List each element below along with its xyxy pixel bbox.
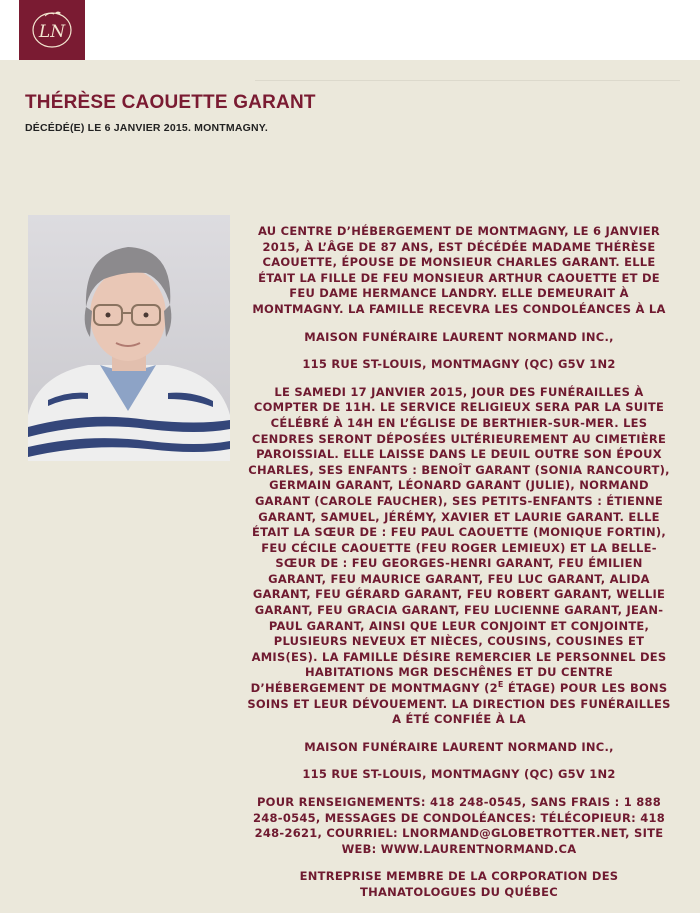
- deceased-name: THÉRÈSE CAOUETTE GARANT: [25, 92, 316, 113]
- obituary-text: [246, 224, 672, 913]
- obituary-paragraph-details: [246, 385, 672, 728]
- ln-monogram-icon: [27, 8, 77, 52]
- funeral-home-address: 115 RUE ST-LOUIS, MONTMAGNY (QC) G5V 1N2: [302, 357, 616, 372]
- top-bar: [0, 0, 700, 60]
- obituary-paragraph-intro: AU CENTRE D’HÉBERGEMENT DE MONTMAGNY, LE 6 JANVIER 2015, À L’ÂGE DE 87 ANS, EST DÉCÉDÉE MADAME THÉRÈSE CAOUETTE, ÉPOUSE DE MONSIEUR CHARLES GARANT. ELLE ÉTAIT LA FILLE DE FEU MONSIEUR ARTHUR CAOUETTE ET DE FEU DAME HERMANCE LANDRY. ELLE DEMEURAIT À MONTMAGNY. LA FAMILLE RECEVRA LES CONDOLÉANCES À LA: [252, 224, 666, 316]
- corporation-membership: ENTREPRISE MEMBRE DE LA CORPORATION DES THANATOLOGUES DU QUÉBEC: [299, 869, 619, 899]
- contact-information[interactable]: POUR RENSEIGNEMENTS: 418 248-0545, SANS FRAIS : 1 888 248-0545, MESSAGES DE CONDOLÉANCES: TÉLÉCOPIEUR: 418 248-2621, COURRIEL: LNORMAND@GLOBETROTTER.NET, SITE WEB: WWW.LAURENTNORMAND.CA: [253, 795, 665, 856]
- funeral-home-address-2: 115 RUE ST-LOUIS, MONTMAGNY (QC) G5V 1N2: [302, 767, 616, 782]
- funeral-home-name: MAISON FUNÉRAIRE LAURENT NORMAND INC.,: [304, 329, 614, 344]
- brand-logo[interactable]: [19, 0, 85, 60]
- divider: [255, 80, 680, 81]
- details-text-a: LE SAMEDI 17 JANVIER 2015, JOUR DES FUNÉRAILLES À COMPTER DE 11H. LE SERVICE RELIGIEUX SERA PAR LA SUITE CÉLÉBRÉ À 14H EN L’ÉGLISE DE BERTHIER-SUR-MER. LES CENDRES SERONT DÉPOSÉES ULTÉRIEUREMENT AU CIMETIÈRE PAROISSIAL. ELLE LAISSE DANS LE DEUIL OUTRE SON ÉPOUX CHARLES, SES ENFANTS : BENOÎT GARANT (SONIA RANCOURT), GERMAIN GARANT, LÉONARD GARANT (JULIE), NORMAND GARANT (CAROLE FAUCHER), SES PETITS-ENFANTS : ÉTIENNE GARANT, SAMUEL, JÉRÉMY, XAVIER ET LAURIE GARANT. ELLE ÉTAIT LA SŒUR DE : FEU PAUL CAOUETTE (MONIQUE FORTIN), FEU CÉCILE CAOUETTE (FEU ROGER LEMIEUX) ET LA BELLE-SŒUR DE : FEU GEORGES-HENRI GARANT, FEU ÉMILIEN GARANT, FEU MAURICE GARANT, FEU LUC GARANT, ALIDA GARANT, FEU GÉRARD GARANT, FEU ROBERT GARANT, WELLIE GARANT, FEU GRACIA GARANT, FEU LUCIENNE GARANT, JEAN-PAUL GARANT, AINSI QUE LEUR CONJOINT ET CONJOINTE, PLUSIEURS NEVEUX ET NIÈCES, COUSINS, COUSINES ET AMIS(ES). LA FAMILLE DÉSIRE REMERCIER LE PERSONNEL DES HABITATIONS MGR DESCHÊNES ET DU CENTRE D’HÉBERGEMENT DE MONTMAGNY (2: [248, 384, 670, 696]
- ordinal-suffix: E: [497, 680, 504, 690]
- funeral-home-name-2: MAISON FUNÉRAIRE LAURENT NORMAND INC.,: [304, 739, 614, 754]
- portrait-photo: [28, 215, 230, 461]
- logo-text: LN: [38, 22, 66, 42]
- details-text-b: ÉTAGE) POUR LES BONS SOINS ET LEUR DÉVOUEMENT. LA DIRECTION DES FUNÉRAILLES A ÉTÉ CONFIÉE À LA: [247, 681, 671, 727]
- death-date-line: DÉCÉDÉ(E) LE 6 JANVIER 2015. MONTMAGNY.: [25, 122, 268, 134]
- portrait-image-icon: [28, 215, 230, 461]
